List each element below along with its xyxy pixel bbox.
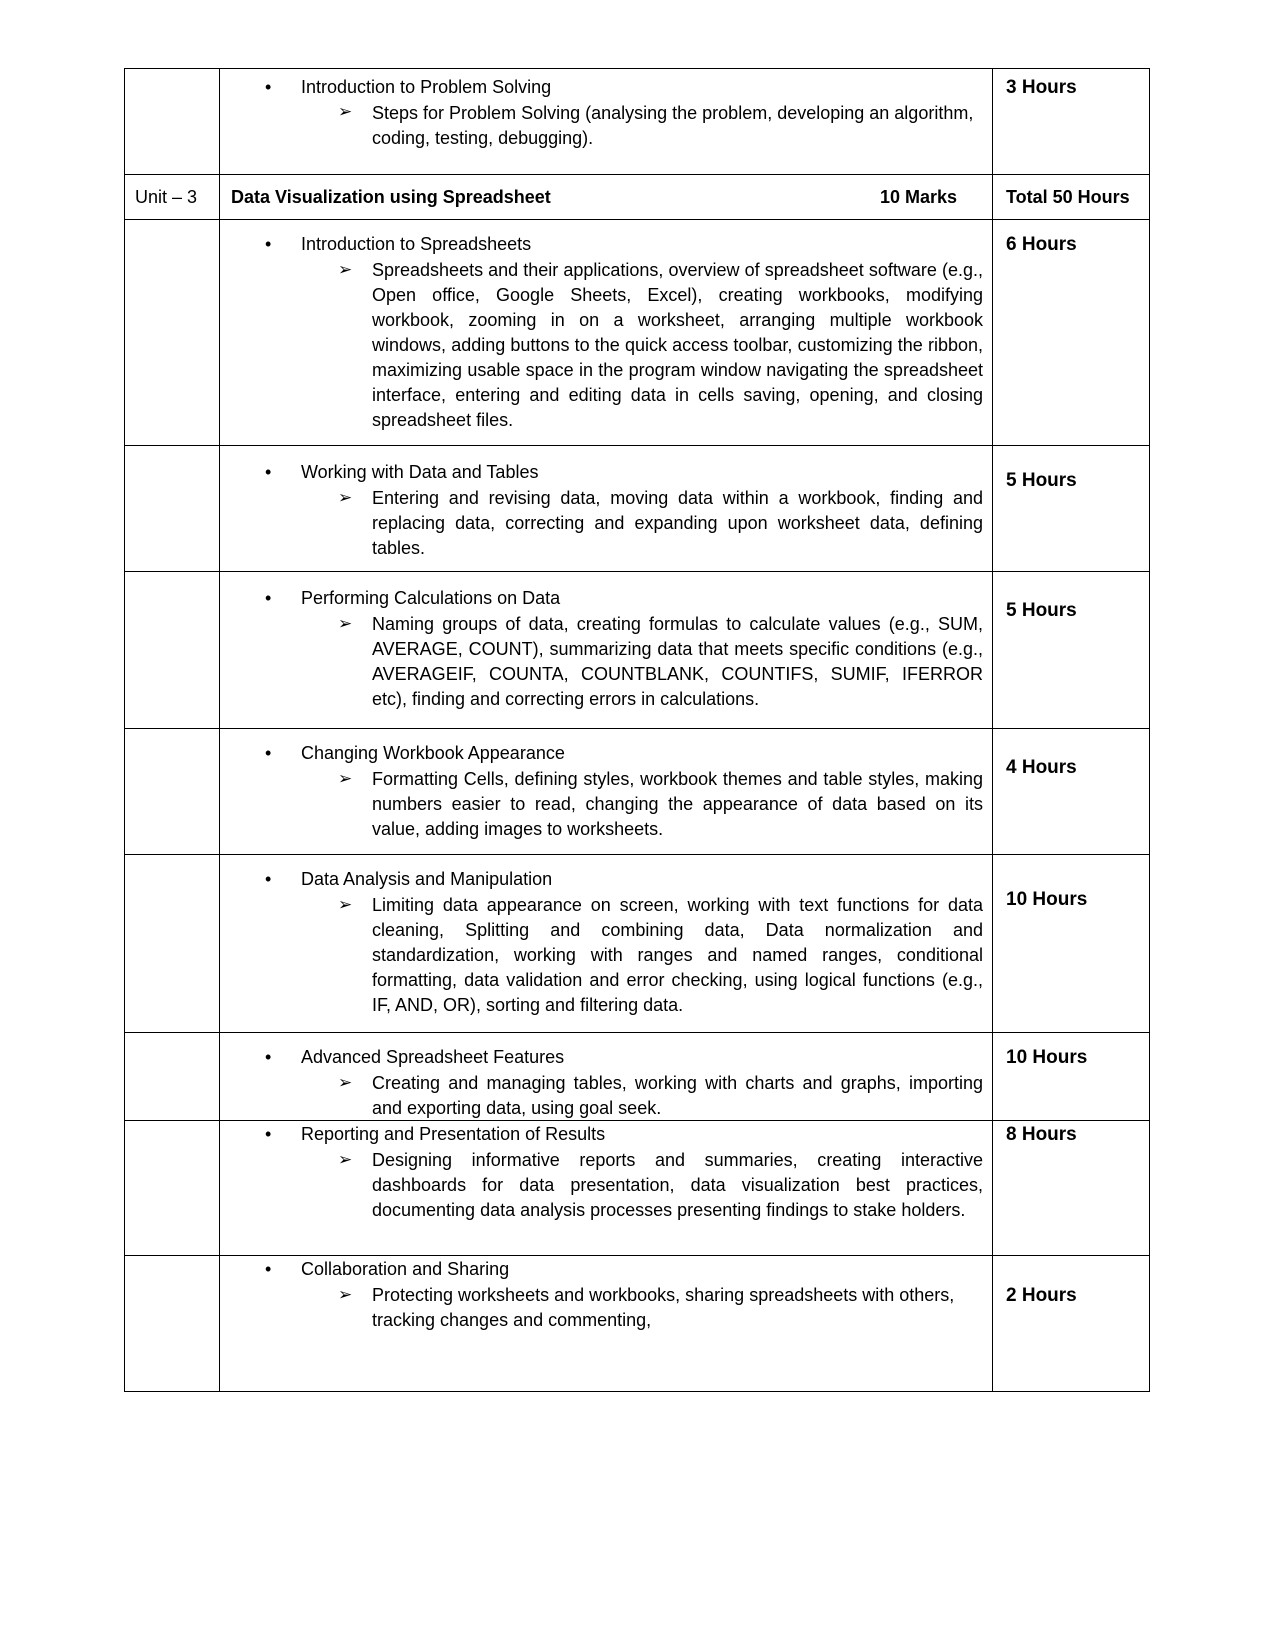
unit-marks: 10 Marks — [880, 187, 958, 207]
hours-value: 4 Hours — [1006, 757, 1077, 778]
column-divider — [219, 729, 220, 854]
column-divider — [992, 175, 993, 219]
hours-value: 10 Hours — [1006, 1047, 1088, 1068]
topic-description: Creating and managing tables, working with charts and graphs, importing and exporting data, using goal seek. — [372, 1073, 983, 1118]
hours-value: 5 Hours — [1006, 470, 1077, 491]
bullet-icon: • — [265, 234, 272, 254]
arrow-bullet-icon: ➢ — [338, 488, 353, 507]
unit-label: Unit – 3 — [135, 187, 198, 207]
topic-description: Limiting data appearance on screen, working with text functions for data cleaning, Splitting and combining data, Data normalization and standardization, working with ranges and named ranges, conditional formatting, data validation and error checking, using logical functions (e.g., IF, AND, OR), sorting and filtering data. — [372, 895, 983, 1015]
column-divider — [219, 855, 220, 1032]
arrow-bullet-icon: ➢ — [338, 1150, 353, 1169]
topic-description: Designing informative reports and summaries, creating interactive dashboards for data presentation, data visualization best practices, documenting data analysis processes presenting findings to stake holders. — [372, 1150, 983, 1220]
topic-description: Formatting Cells, defining styles, workbook themes and table styles, making numbers easier to read, changing the appearance of data based on its value, adding images to worksheets. — [372, 769, 983, 839]
arrow-bullet-icon: ➢ — [338, 1285, 353, 1304]
topic-description: Entering and revising data, moving data within a workbook, finding and replacing data, correcting and expanding upon worksheet data, defining tables. — [372, 488, 983, 558]
table-row — [124, 1120, 1150, 1255]
table-row — [124, 728, 1150, 854]
column-divider — [992, 69, 993, 174]
bullet-icon: • — [265, 588, 272, 608]
column-divider — [219, 1121, 220, 1255]
column-divider — [992, 855, 993, 1032]
bullet-icon: • — [265, 1259, 272, 1279]
table-row — [124, 1032, 1150, 1120]
column-divider — [992, 729, 993, 854]
bullet-icon: • — [265, 869, 272, 889]
unit-header-row — [124, 174, 1150, 219]
topic-title: Changing Workbook Appearance — [301, 743, 565, 763]
column-divider — [992, 220, 993, 445]
topic-title: Introduction to Spreadsheets — [301, 234, 532, 254]
column-divider — [992, 1256, 993, 1391]
unit-total-hours: Total 50 Hours — [1006, 187, 1130, 207]
column-divider — [992, 572, 993, 728]
column-divider — [219, 220, 220, 445]
topic-title: Data Analysis and Manipulation — [301, 869, 553, 889]
bullet-icon: • — [265, 1047, 272, 1067]
table-row — [124, 219, 1150, 445]
hours-value: 6 Hours — [1006, 234, 1077, 255]
unit-title: Data Visualization using Spreadsheet — [231, 187, 551, 207]
table-row — [124, 854, 1150, 1032]
column-divider — [219, 1033, 220, 1120]
table-row — [124, 445, 1150, 571]
hours-value: 3 Hours — [1006, 77, 1077, 98]
hours-value: 2 Hours — [1006, 1285, 1077, 1306]
arrow-bullet-icon: ➢ — [338, 614, 353, 633]
arrow-bullet-icon: ➢ — [338, 260, 353, 279]
table-row — [124, 571, 1150, 728]
table-row — [124, 68, 1150, 174]
bullet-icon: • — [265, 1124, 272, 1144]
topic-title: Advanced Spreadsheet Features — [301, 1047, 565, 1067]
arrow-bullet-icon: ➢ — [338, 102, 353, 121]
column-divider — [992, 446, 993, 571]
topic-description: Protecting worksheets and workbooks, sharing spreadsheets with others, tracking changes and commenting, — [372, 1285, 955, 1330]
column-divider — [219, 572, 220, 728]
column-divider — [219, 175, 220, 219]
bullet-icon: • — [265, 462, 272, 482]
topic-title: Working with Data and Tables — [301, 462, 539, 482]
topic-title: Performing Calculations on Data — [301, 588, 561, 608]
topic-description: Naming groups of data, creating formulas to calculate values (e.g., SUM, AVERAGE, COUNT), summarizing data that meets specific conditions (e.g., AVERAGEIF, COUNTA, COUNTBLANK, COUNTIFS, SUMIF, IFERROR etc), finding and correcting errors in calculations. — [372, 614, 983, 709]
column-divider — [219, 1256, 220, 1391]
topic-description: Steps for Problem Solving (analysing the problem, developing an algorithm, coding, testing, debugging). — [372, 103, 974, 148]
column-divider — [992, 1033, 993, 1120]
bullet-icon: • — [265, 743, 272, 763]
column-divider — [219, 69, 220, 174]
arrow-bullet-icon: ➢ — [338, 769, 353, 788]
topic-title: Introduction to Problem Solving — [301, 77, 552, 97]
table-row — [124, 1255, 1150, 1392]
column-divider — [219, 446, 220, 571]
bullet-icon: • — [265, 77, 272, 97]
topic-title: Reporting and Presentation of Results — [301, 1124, 606, 1144]
hours-value: 10 Hours — [1006, 889, 1088, 910]
arrow-bullet-icon: ➢ — [338, 1073, 353, 1092]
topic-title: Collaboration and Sharing — [301, 1259, 510, 1279]
arrow-bullet-icon: ➢ — [338, 895, 353, 914]
hours-value: 8 Hours — [1006, 1124, 1077, 1145]
hours-value: 5 Hours — [1006, 600, 1077, 621]
topic-description: Spreadsheets and their applications, overview of spreadsheet software (e.g., Open office, Google Sheets, Excel), creating workbooks, modifying workbook, zooming in on a worksheet, arranging multiple workbook windows, adding buttons to the quick access toolbar, customizing the ribbon, maximizing usable space in the program window navigating the spreadsheet interface, entering and editing data in cells saving, opening, and closing spreadsheet files. — [372, 260, 983, 430]
column-divider — [992, 1121, 993, 1255]
